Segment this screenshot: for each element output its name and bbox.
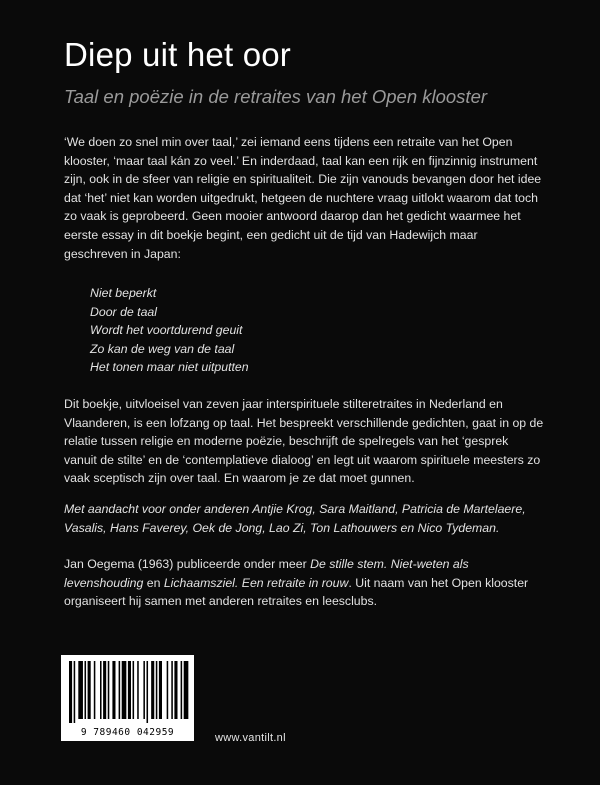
intro-paragraph-text: ‘We doen zo snel min over taal,’ zei iemand eens tijdens een retraite van het Open klooster, ‘maar taal kán zo veel.’ En inderdaad, taal kan een rijk en fijnzinnig instrument zijn, ook in de sfeer van religie en spiritualiteit. Die zijn vanouds bevangen door het idee dat ‘het’ niet kan worden uitgedrukt, hetgeen de nuchtere vraag uitlokt waarom dat toch zo vaak is geprobeerd. Geen mooier antwoord daarop dan het gedicht waarmee het eerste essay in dit boekje begint, een gedicht uit de tijd van Hadewijch maar geschreven in Japan: [64, 135, 542, 261]
poem-line: Niet beperkt [90, 286, 157, 300]
author-bio-paragraph [64, 555, 544, 611]
description-paragraph-text: Dit boekje, uitvloeisel van zeven jaar interspirituele stilteretraites in Nederland en Vlaanderen, is een lofzang op taal. Het bespreekt verschillende gedichten, gaat in op de relatie tussen religie en moderne poëzie, beschrijft de spelregels van het ‘gesprek vanuit de stilte’ en de ‘contemplatieve dialoog’ en legt uit waarom spirituele meesters zo vaak sceptisch zijn over taal. En waarom je ze dat moet gunnen. [64, 397, 544, 486]
isbn-barcode [61, 655, 194, 741]
poem-block [90, 284, 490, 377]
author-book-title-1: De stille stem. Niet-weten als levenshouding [64, 557, 469, 590]
book-subtitle: Taal en poëzie in de retraites van het Open klooster [64, 86, 488, 107]
featured-authors-text: Met aandacht voor onder anderen Antjie Krog, Sara Maitland, Patricia de Martelaere, Vasalis, Hans Faverey, Oek de Jong, Lao Zi, Ton Lathouwers en Nico Tydeman. [64, 502, 526, 535]
poem-line: Wordt het voortdurend geuit [90, 323, 243, 338]
author-bio-part2: en [143, 575, 164, 590]
poem-line: Het tonen maar niet uitputten [90, 360, 249, 375]
isbn-number: 9 789460 042959 [80, 727, 175, 738]
author-book-title-2: Lichaamsziel. Een retraite in rouw [163, 575, 349, 590]
publisher-url[interactable]: www.vantilt.nl [215, 732, 286, 744]
intro-paragraph [64, 133, 544, 263]
book-title: Diep uit het oor [64, 36, 291, 73]
poem-line: Door de taal [90, 304, 157, 319]
author-bio-part1: Jan Oegema (1963) publiceerde onder meer [64, 557, 311, 571]
poem-line: Zo kan de weg van de taal [90, 341, 235, 356]
description-paragraph [64, 395, 544, 488]
author-bio-part3: . Uit naam van het Open klooster organiseert hij samen met anderen retraites en leesclubs. [64, 575, 529, 609]
featured-authors-paragraph [64, 500, 544, 537]
author-bio-text [64, 555, 544, 611]
barcode-icon [61, 655, 194, 725]
